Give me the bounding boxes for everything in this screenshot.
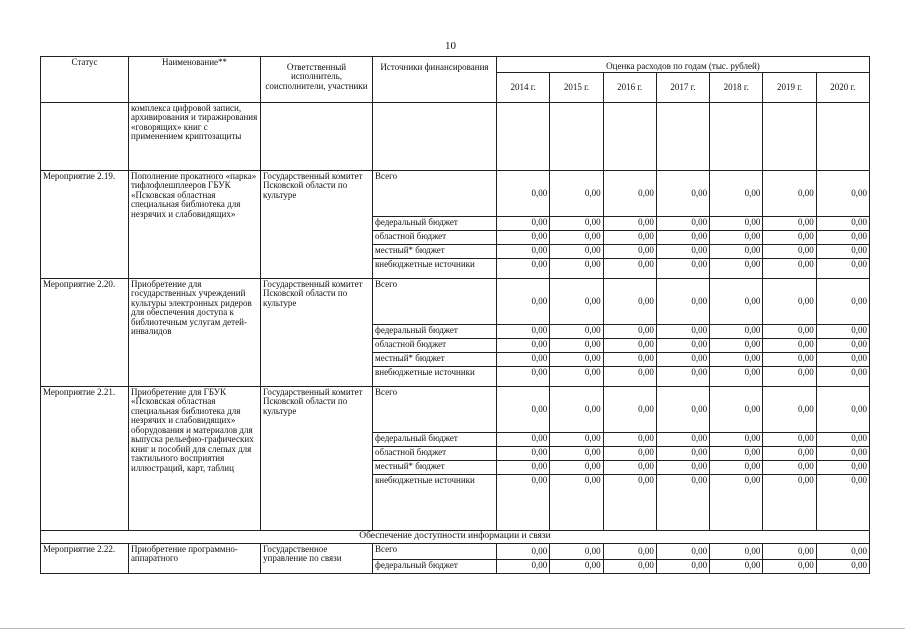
measure-executor: Государственный комитет Псковской области по культуре xyxy=(261,387,373,531)
expense-value: 0,00 xyxy=(497,447,550,461)
expense-value: 0,00 xyxy=(763,461,816,475)
measure-status: Мероприятие 2.20. xyxy=(41,279,129,387)
expense-value: 0,00 xyxy=(603,231,656,245)
expense-value: 0,00 xyxy=(550,559,603,573)
funding-source: местный* бюджет xyxy=(373,353,497,367)
expense-value: 0,00 xyxy=(603,339,656,353)
expense-value: 0,00 xyxy=(656,171,709,217)
expense-value: 0,00 xyxy=(550,543,603,559)
expense-value: 0,00 xyxy=(710,325,763,339)
expense-value: 0,00 xyxy=(710,259,763,279)
funding-source: федеральный бюджет xyxy=(373,559,497,573)
expense-value: 0,00 xyxy=(710,171,763,217)
expense-value: 0,00 xyxy=(710,543,763,559)
expense-value: 0,00 xyxy=(603,543,656,559)
expense-value: 0,00 xyxy=(497,217,550,231)
expense-value: 0,00 xyxy=(710,217,763,231)
expense-value: 0,00 xyxy=(497,387,550,433)
expense-value: 0,00 xyxy=(603,245,656,259)
expense-value: 0,00 xyxy=(763,325,816,339)
expense-value: 0,00 xyxy=(656,559,709,573)
expense-value: 0,00 xyxy=(763,217,816,231)
expense-value: 0,00 xyxy=(656,325,709,339)
table-body xyxy=(41,103,870,574)
measure-name: Пополнение прокатного «парка» тифлофлешплееров ГБУК «Псковская областная специальная библиотека для незрячих и слабовидящих» xyxy=(129,171,261,279)
expense-value: 0,00 xyxy=(816,387,869,433)
expense-value: 0,00 xyxy=(710,461,763,475)
header-year: 2019 г. xyxy=(763,73,816,103)
funding-source: федеральный бюджет xyxy=(373,217,497,231)
header-year: 2016 г. xyxy=(603,73,656,103)
header-name: Наименование** xyxy=(129,57,261,103)
funding-source: местный* бюджет xyxy=(373,461,497,475)
expense-value: 0,00 xyxy=(497,433,550,447)
table-row xyxy=(41,279,870,325)
expense-value: 0,00 xyxy=(710,353,763,367)
expense-value: 0,00 xyxy=(656,353,709,367)
expense-value: 0,00 xyxy=(816,543,869,559)
expense-value: 0,00 xyxy=(603,367,656,387)
funding-source: местный* бюджет xyxy=(373,245,497,259)
expense-value: 0,00 xyxy=(603,475,656,531)
expense-value: 0,00 xyxy=(710,245,763,259)
expense-value: 0,00 xyxy=(550,325,603,339)
expense-value: 0,00 xyxy=(816,339,869,353)
header-sources: Источники финансирования xyxy=(373,57,497,103)
expense-value: 0,00 xyxy=(763,245,816,259)
measure-executor: Государственный комитет Псковской области по культуре xyxy=(261,171,373,279)
expense-value: 0,00 xyxy=(656,461,709,475)
table-row xyxy=(41,543,870,559)
continuation-row xyxy=(41,103,870,171)
header-estimate: Оценка расходов по годам (тыс. рублей) xyxy=(497,57,870,73)
measure-status: Мероприятие 2.19. xyxy=(41,171,129,279)
expense-value: 0,00 xyxy=(550,259,603,279)
measure-name: Приобретение программно-аппаратного xyxy=(129,543,261,573)
expense-value: 0,00 xyxy=(816,231,869,245)
measure-status: Мероприятие 2.22. xyxy=(41,543,129,573)
table-row xyxy=(41,387,870,433)
expense-value: 0,00 xyxy=(710,559,763,573)
expense-value: 0,00 xyxy=(603,279,656,325)
expense-value: 0,00 xyxy=(497,171,550,217)
expense-value: 0,00 xyxy=(603,447,656,461)
measure-executor: Государственное управление по связи xyxy=(261,543,373,573)
expense-value: 0,00 xyxy=(603,171,656,217)
expense-value: 0,00 xyxy=(710,387,763,433)
expense-value: 0,00 xyxy=(763,171,816,217)
expense-value: 0,00 xyxy=(763,259,816,279)
expense-value: 0,00 xyxy=(550,387,603,433)
page-number: 10 xyxy=(445,40,456,52)
expense-value: 0,00 xyxy=(816,171,869,217)
expense-value: 0,00 xyxy=(497,475,550,531)
funding-source: внебюджетные источники xyxy=(373,259,497,279)
funding-source: Всего xyxy=(373,171,497,217)
funding-source: областной бюджет xyxy=(373,231,497,245)
expense-value: 0,00 xyxy=(603,433,656,447)
expense-value: 0,00 xyxy=(763,367,816,387)
expense-value: 0,00 xyxy=(656,433,709,447)
expense-value: 0,00 xyxy=(603,559,656,573)
expense-value: 0,00 xyxy=(763,447,816,461)
expense-value: 0,00 xyxy=(497,279,550,325)
expense-value: 0,00 xyxy=(816,475,869,531)
header-status: Статус xyxy=(41,57,129,103)
expense-value: 0,00 xyxy=(550,433,603,447)
header-year: 2017 г. xyxy=(656,73,709,103)
section-row xyxy=(41,531,870,544)
expense-value: 0,00 xyxy=(656,475,709,531)
funding-source: областной бюджет xyxy=(373,339,497,353)
table-header xyxy=(41,57,870,103)
expense-value: 0,00 xyxy=(656,367,709,387)
expense-value: 0,00 xyxy=(710,231,763,245)
expense-value: 0,00 xyxy=(550,475,603,531)
expense-value: 0,00 xyxy=(656,339,709,353)
continuation-name: комплекса цифровой записи, архивирования и тиражирования «говорящих» книг с применением криптозащиты xyxy=(129,103,261,171)
expense-value: 0,00 xyxy=(497,559,550,573)
funding-source: областной бюджет xyxy=(373,447,497,461)
expense-value: 0,00 xyxy=(656,279,709,325)
expense-value: 0,00 xyxy=(497,339,550,353)
funding-source: Всего xyxy=(373,543,497,559)
expense-value: 0,00 xyxy=(497,245,550,259)
funding-source: Всего xyxy=(373,279,497,325)
expense-value: 0,00 xyxy=(497,367,550,387)
header-executor: Ответственный исполнитель, соисполнители, участники xyxy=(261,57,373,103)
expense-value: 0,00 xyxy=(763,475,816,531)
expense-value: 0,00 xyxy=(763,543,816,559)
header-year: 2015 г. xyxy=(550,73,603,103)
expense-value: 0,00 xyxy=(763,353,816,367)
section-title: Обеспечение доступности информации и связи xyxy=(41,531,870,544)
expense-value: 0,00 xyxy=(816,259,869,279)
expense-value: 0,00 xyxy=(656,259,709,279)
expense-value: 0,00 xyxy=(763,559,816,573)
expense-value: 0,00 xyxy=(603,353,656,367)
expense-value: 0,00 xyxy=(710,447,763,461)
expense-value: 0,00 xyxy=(550,171,603,217)
expense-value: 0,00 xyxy=(816,325,869,339)
measure-name: Приобретение для ГБУК «Псковская областная специальная библиотека для незрячих и слабовидящих» оборудования и материалов для выпуска рельефно-графических книг и пособий для слепых для тактильного восприятия иллюстраций, карт, таблиц xyxy=(129,387,261,531)
expense-value: 0,00 xyxy=(550,245,603,259)
page-edge-line xyxy=(0,628,905,629)
measure-status: Мероприятие 2.21. xyxy=(41,387,129,531)
expense-value: 0,00 xyxy=(710,475,763,531)
budget-table xyxy=(40,56,870,574)
header-year: 2020 г. xyxy=(816,73,869,103)
expense-value: 0,00 xyxy=(550,461,603,475)
expense-value: 0,00 xyxy=(497,543,550,559)
expense-value: 0,00 xyxy=(816,559,869,573)
expense-value: 0,00 xyxy=(550,217,603,231)
expense-value: 0,00 xyxy=(497,461,550,475)
expense-value: 0,00 xyxy=(763,231,816,245)
expense-value: 0,00 xyxy=(710,339,763,353)
expense-value: 0,00 xyxy=(603,461,656,475)
header-year: 2018 г. xyxy=(710,73,763,103)
expense-value: 0,00 xyxy=(550,339,603,353)
expense-value: 0,00 xyxy=(763,339,816,353)
funding-source: федеральный бюджет xyxy=(373,325,497,339)
expense-value: 0,00 xyxy=(550,447,603,461)
expense-value: 0,00 xyxy=(497,231,550,245)
expense-value: 0,00 xyxy=(816,433,869,447)
expense-value: 0,00 xyxy=(550,231,603,245)
expense-value: 0,00 xyxy=(603,325,656,339)
expense-value: 0,00 xyxy=(710,279,763,325)
funding-source: внебюджетные источники xyxy=(373,367,497,387)
expense-value: 0,00 xyxy=(763,387,816,433)
funding-source: федеральный бюджет xyxy=(373,433,497,447)
expense-value: 0,00 xyxy=(656,447,709,461)
expense-value: 0,00 xyxy=(603,259,656,279)
funding-source: Всего xyxy=(373,387,497,433)
expense-value: 0,00 xyxy=(816,353,869,367)
expense-value: 0,00 xyxy=(656,231,709,245)
expense-value: 0,00 xyxy=(656,543,709,559)
header-year: 2014 г. xyxy=(497,73,550,103)
expense-value: 0,00 xyxy=(710,433,763,447)
measure-name: Приобретение для государственных учреждений культуры электронных ридеров для обеспечения доступа к библиотечным услугам детей-инвалидов xyxy=(129,279,261,387)
expense-value: 0,00 xyxy=(816,461,869,475)
expense-value: 0,00 xyxy=(497,259,550,279)
expense-value: 0,00 xyxy=(550,279,603,325)
expense-value: 0,00 xyxy=(816,367,869,387)
table-row xyxy=(41,171,870,217)
expense-value: 0,00 xyxy=(816,447,869,461)
measure-executor: Государственный комитет Псковской области по культуре xyxy=(261,279,373,387)
expense-value: 0,00 xyxy=(656,387,709,433)
expense-value: 0,00 xyxy=(603,387,656,433)
expense-value: 0,00 xyxy=(763,433,816,447)
expense-value: 0,00 xyxy=(497,325,550,339)
expense-value: 0,00 xyxy=(816,279,869,325)
expense-value: 0,00 xyxy=(710,367,763,387)
expense-value: 0,00 xyxy=(816,245,869,259)
expense-value: 0,00 xyxy=(550,367,603,387)
expense-value: 0,00 xyxy=(816,217,869,231)
expense-value: 0,00 xyxy=(656,217,709,231)
expense-value: 0,00 xyxy=(497,353,550,367)
expense-value: 0,00 xyxy=(763,279,816,325)
funding-source: внебюджетные источники xyxy=(373,475,497,531)
expense-value: 0,00 xyxy=(550,353,603,367)
expense-value: 0,00 xyxy=(656,245,709,259)
expense-value: 0,00 xyxy=(603,217,656,231)
